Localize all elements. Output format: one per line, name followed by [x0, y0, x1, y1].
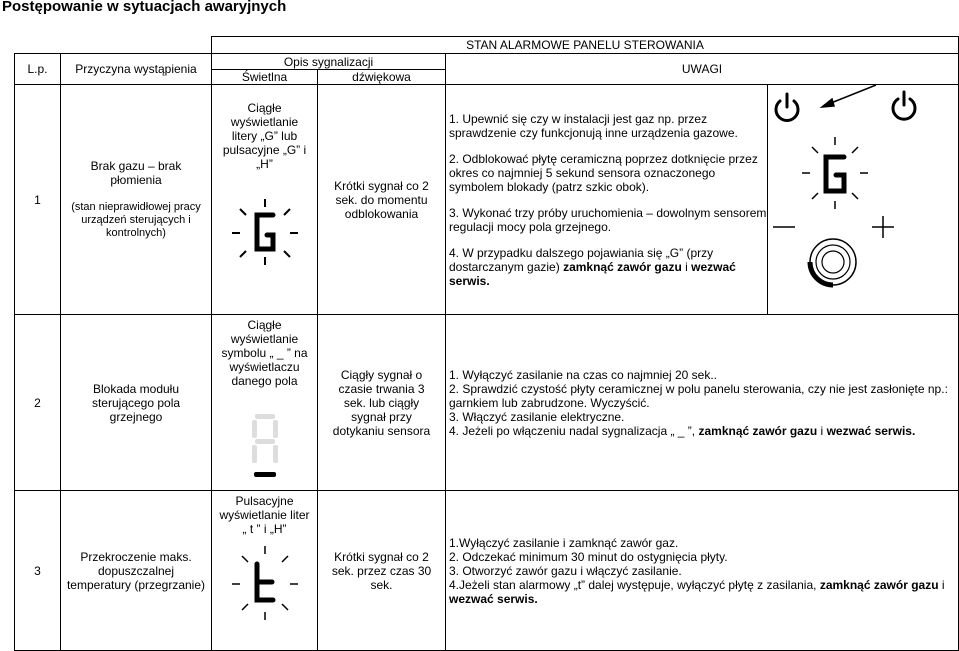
sound-text: Krótki sygnał co 2 sek. przez czas 30 sek. — [331, 549, 432, 592]
signal-header: Opis sygnalizacji — [212, 54, 446, 70]
table-row — [15, 85, 959, 315]
notes-cell — [446, 315, 959, 491]
cause-header: Przyczyna wystąpienia — [61, 54, 212, 85]
seven-segment-display-icon — [802, 137, 868, 209]
plus-icon — [872, 216, 894, 238]
alarm-table — [14, 36, 959, 651]
row-number: 3 — [15, 491, 61, 651]
note-item: 3. Wykonać trzy próby uruchomienia – dowolnym sensorem regulacji mocy pola grzejnego. — [449, 205, 767, 234]
cause-text: Przekroczenie maks. dopuszczalnej temperatury (przegrzanie) — [66, 549, 206, 592]
lp-header: L.p. — [15, 54, 61, 85]
note-item: 3. Włączyć zasilanie elektryczne. — [449, 409, 625, 424]
note-item: 2. Sprawdzić czystość płyty ceramicznej w polu panelu sterowania, czy nie jest zasłonięte np.: garnkiem lub zabrudzone. Wyczyścić. — [449, 381, 948, 410]
display-t-icon — [230, 542, 300, 624]
light-text: Pulsacyjne wyświetlanie liter „ t ” i „H” — [219, 494, 310, 536]
sound-text: Ciągły sygnał o czasie trwania 3 sek. lub ciągły sygnał przy dotykaniu sensora — [332, 367, 431, 438]
notes-cell — [446, 85, 768, 315]
note-item: 4. Jeżeli po włączeniu nadal sygnalizacja „ _ ”, zamknąć zawór gazu i wezwać serwis. — [449, 423, 916, 438]
page-title: Postępowanie w sytuacjach awaryjnych — [2, 0, 287, 15]
light-text: Ciągłe wyświetlanie symbolu „ _ ” na wyświetlaczu danego pola — [221, 318, 308, 388]
power-icon — [776, 94, 798, 120]
light-text: Ciągłe wyświetlanie litery „G” lub pulsacyjne „G” i „H” — [222, 101, 307, 171]
cause-text: Blokada modułu sterującego pola grzejnego — [91, 381, 181, 424]
note-item: 1.Wyłączyć zasilanie i zamknąć zawór gaz. — [449, 535, 679, 550]
note-item: 2. Odblokować płytę ceramiczną poprzez dotknięcie przez okres co najmniej 5 sekund sensora oznaczonego symbolem blokady (patrz szkic obok). — [449, 151, 758, 194]
light-header: Świetlna — [212, 70, 318, 85]
lock-sketch — [768, 85, 959, 315]
note-item: 4. W przypadku dalszego pojawiania się „G” (przy dostarczanym gazie) zamknąć zawór gazu i wezwać serwis. — [449, 245, 736, 288]
display-underscore-icon — [230, 410, 300, 490]
row-number: 2 — [15, 315, 61, 491]
panel-header: STAN ALARMOWE PANELU STEROWANIA — [212, 37, 959, 54]
note-item: 3. Otworzyć zawór gazu i włączyć zasilanie. — [449, 563, 682, 578]
sound-header: dźwiękowa — [318, 70, 446, 85]
sound-text: Krótki sygnał co 2 sek. do momentu odblokowania — [334, 178, 429, 221]
notes-cell — [446, 491, 959, 651]
lock-dial-icon — [810, 239, 856, 285]
row-number: 1 — [15, 85, 61, 315]
note-item: 2. Odczekać minimum 30 minut do ostygnięcia płyty. — [449, 549, 728, 564]
note-item: 1. Upewnić się czy w instalacji jest gaz np. przez sprawdzenie czy funkcjonują inne urządzenia gazowe. — [449, 111, 738, 140]
cause-subtext: (stan nieprawidłowej pracy urządzeń sterujących i kontrolnych) — [71, 201, 201, 239]
note-item: 4.Jeżeli stan alarmowy „t” dalej występuje, wyłączyć płytę z zasilania, zamknąć zawór gazu i wezwać serwis. — [449, 577, 945, 606]
notes-header: UWAGI — [446, 54, 959, 85]
display-g-icon — [230, 197, 300, 267]
table-row — [15, 315, 959, 491]
note-item: 1. Wyłączyć zasilanie na czas co najmniej 20 sek.. — [449, 367, 718, 382]
table-row — [15, 491, 959, 651]
cause-text: Brak gazu – brak płomienia — [90, 159, 182, 187]
arrow-icon — [822, 85, 876, 107]
power-icon — [893, 92, 915, 119]
